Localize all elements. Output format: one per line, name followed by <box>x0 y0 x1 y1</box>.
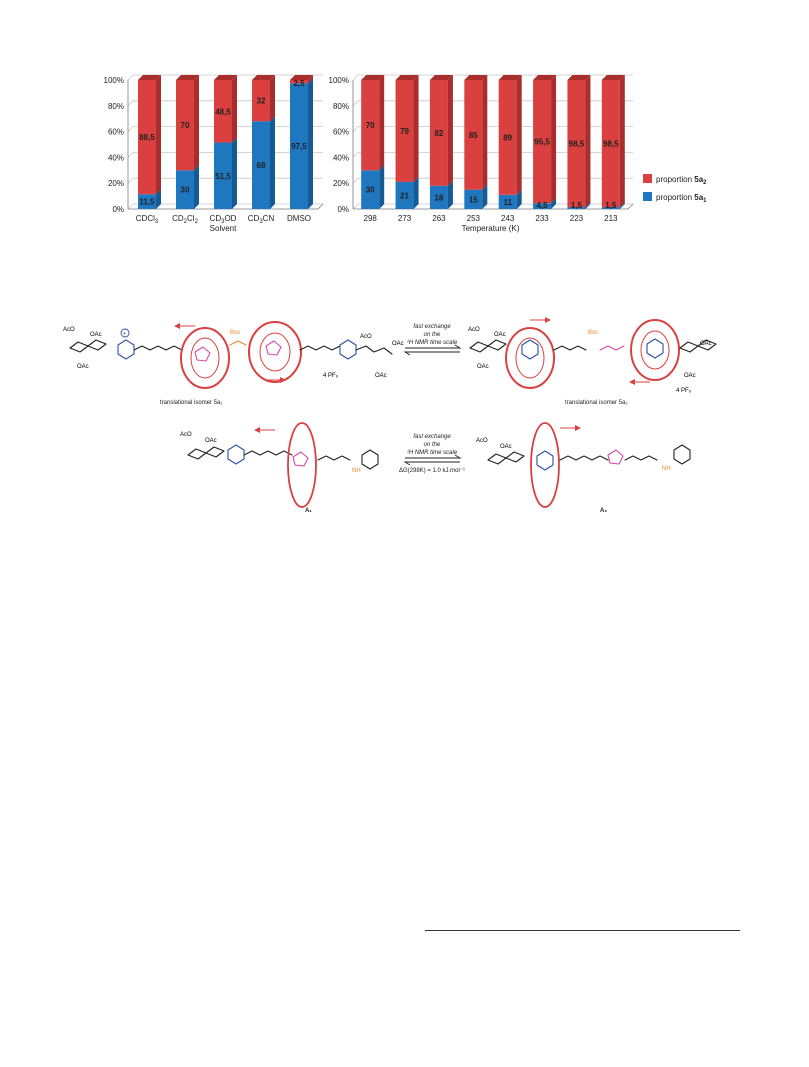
counterion-label-2: 4 PF₆ <box>676 388 692 394</box>
acetyl-label-9: OAc <box>477 364 489 370</box>
data-label-5a2: 98,5 <box>568 139 585 149</box>
grid-diag <box>353 204 358 209</box>
boc-label-2: Boc <box>588 330 599 336</box>
bar-5a2-side <box>414 75 419 182</box>
acetyl-label-3: OAc <box>77 364 89 370</box>
bar-5a1-side <box>270 116 275 209</box>
data-label-5a1: 30 <box>365 185 375 195</box>
isomer-5a2-structure <box>468 320 716 394</box>
data-label-5a1: 51,5 <box>215 171 231 181</box>
y-tick-label: 60% <box>107 127 124 137</box>
bar-5a2-side <box>156 75 161 194</box>
grid-diag <box>128 101 133 106</box>
acetyl-label-8: OAc <box>494 332 506 338</box>
counterion-label-1: 4 PF₆ <box>323 373 339 379</box>
data-label-5a2: 79 <box>400 126 410 136</box>
y-tick-label: 80% <box>332 101 349 111</box>
floor-edge <box>318 204 323 209</box>
bar-5a2-side <box>551 75 556 203</box>
chart-0 <box>104 75 323 233</box>
data-label-5a1: 15 <box>468 195 478 205</box>
grid-diag <box>128 178 133 183</box>
grid-diag <box>353 127 358 132</box>
acetyl-label-6: OAc <box>375 373 387 379</box>
y-tick-label: 40% <box>107 153 124 163</box>
data-label-5a1: 1,5 <box>570 201 582 210</box>
data-label-5a2: 98,5 <box>603 139 619 149</box>
bar-5a1-side <box>308 78 313 209</box>
grid-diag <box>353 178 358 183</box>
acetyl-label-10: OAc <box>700 341 712 347</box>
x-tick-label: $CD_3OD$ <box>209 214 237 225</box>
exchange-label-bottom-2: on the <box>423 442 441 448</box>
grid-diag <box>128 127 133 132</box>
data-label-5a1: 11 <box>503 197 512 207</box>
exchange-label-top-2: on the <box>423 332 441 338</box>
exchange-label-bottom-1: fast exchange <box>413 434 451 440</box>
data-label-5a1: 11,5 <box>139 197 155 207</box>
isomer-5a1-label: translational isomer 5a₁ <box>160 400 223 406</box>
acetyl-label-1: AcO <box>63 327 75 333</box>
grid-diag <box>128 75 133 80</box>
isomer-5a1-structure <box>63 322 404 388</box>
y-tick-label: 20% <box>332 179 349 189</box>
bar-5a1-side <box>194 165 199 209</box>
data-label-5a1: 68 <box>256 161 266 171</box>
bar-5a2-side <box>270 75 275 121</box>
legend-swatch <box>643 174 652 183</box>
acetyl-label-5: OAc <box>392 341 404 347</box>
x-tick-label: 213 <box>604 214 618 223</box>
x-tick-label: CDCl$_3$ <box>135 214 159 225</box>
bar-5a2-side <box>448 75 453 186</box>
acetyl-label-14: AcO <box>476 438 488 444</box>
data-label-5a2: 95,5 <box>534 137 550 147</box>
data-label-5a2: 32 <box>256 96 266 106</box>
data-label-5a1: 21 <box>400 191 410 201</box>
acetyl-label-11: OAc <box>684 373 696 379</box>
y-tick-label: 0% <box>337 205 349 214</box>
data-label-5a1: 4,5 <box>536 201 548 210</box>
acetyl-label-15: OAc <box>500 444 512 450</box>
x-axis-title: Temperature (K) <box>461 224 520 233</box>
footnote-rule <box>425 930 740 931</box>
bar-5a2-side <box>585 75 590 207</box>
equilibrium-arrow-top <box>405 324 460 355</box>
exchange-label-top-3: ¹H NMR time scale <box>406 340 458 346</box>
data-label-5a2: 85 <box>468 130 478 140</box>
delta-g-label: ΔG(298K) = 1.0 kJ.mol⁻¹ <box>398 468 466 474</box>
grid-diag <box>353 101 358 106</box>
exchange-label-top-1: fast exchange <box>413 324 451 330</box>
x-tick-label: 233 <box>535 214 549 223</box>
data-label-5a1: 1,5 <box>605 201 617 210</box>
svg-text:+: + <box>122 331 127 338</box>
data-label-5a2: 2,5 <box>293 79 305 88</box>
bar-5a1-side <box>232 138 237 209</box>
x-tick-label: $CD_3CN$ <box>247 214 275 225</box>
acetyl-label-7: AcO <box>468 327 480 333</box>
isomer-5a2-label: translational isomer 5a₂ <box>565 400 628 406</box>
y-tick-label: 100% <box>328 76 349 85</box>
acetyl-label-4: AcO <box>360 334 372 340</box>
x-tick-label: 298 <box>363 214 377 223</box>
chart-1 <box>329 75 633 233</box>
x-tick-label: 273 <box>397 214 412 223</box>
data-label-5a2: 82 <box>434 128 444 138</box>
axle-A2-structure <box>476 423 690 507</box>
x-tick-label: $CD_2Cl_2$ <box>172 214 198 225</box>
grid-diag <box>128 204 133 209</box>
acetyl-label-2: OAc <box>90 332 102 338</box>
bar-5a1-side <box>379 165 384 209</box>
boc-label-1: Boc <box>230 330 241 336</box>
y-tick-label: 0% <box>112 205 124 214</box>
data-label-5a1: 97,5 <box>291 142 307 152</box>
data-label-5a2: 70 <box>365 121 375 131</box>
bar-5a2-side <box>194 75 199 170</box>
bar-5a1-side <box>414 177 419 209</box>
grid-diag <box>353 152 358 157</box>
legend-swatch <box>643 192 652 201</box>
equilibrium-arrow-bottom <box>399 434 465 474</box>
bar-5a2-side <box>517 75 522 195</box>
grid-diag <box>128 152 133 157</box>
nh-label-1: NH <box>352 468 361 474</box>
x-axis-title: Solvent <box>209 224 237 233</box>
data-label-5a2: 48,5 <box>215 107 231 117</box>
legend-label: proportion $5a_1$ <box>656 193 707 204</box>
data-label-5a2: 89 <box>503 133 513 143</box>
floor-edge <box>628 204 633 209</box>
exchange-label-bottom-3: ¹H NMR time scale <box>406 450 458 456</box>
solvent-chart <box>0 0 809 250</box>
A2-label: A₂ <box>600 508 607 514</box>
x-tick-label: 243 <box>501 214 515 223</box>
y-tick-label: 60% <box>332 127 349 137</box>
legend-label: proportion $5a_2$ <box>656 175 707 186</box>
acetyl-label-12: AcO <box>180 432 192 438</box>
x-tick-label: DMSO <box>287 214 311 223</box>
bar-5a2-side <box>379 75 384 170</box>
data-label-5a1: 18 <box>434 193 444 203</box>
x-tick-label: 263 <box>432 214 446 223</box>
x-tick-label: 253 <box>466 214 480 223</box>
y-tick-label: 80% <box>107 101 124 111</box>
grid-diag <box>353 75 358 80</box>
nh-label-2: NH <box>662 466 671 472</box>
data-label-5a1: 30 <box>180 185 190 195</box>
y-tick-label: 100% <box>103 76 124 85</box>
acetyl-label-13: OAc <box>205 438 217 444</box>
data-label-5a2: 70 <box>180 121 190 131</box>
y-tick-label: 20% <box>107 179 124 189</box>
A1-label: A₁ <box>305 508 312 514</box>
bar-5a2-side <box>482 75 487 190</box>
y-tick-label: 40% <box>332 153 349 163</box>
bar-5a2-side <box>232 75 237 143</box>
rotaxane-scheme <box>0 300 809 530</box>
x-tick-label: 223 <box>569 214 584 223</box>
data-label-5a2: 88,5 <box>139 133 155 143</box>
bar-5a2-side <box>620 75 625 207</box>
axle-A1-structure <box>180 423 378 507</box>
